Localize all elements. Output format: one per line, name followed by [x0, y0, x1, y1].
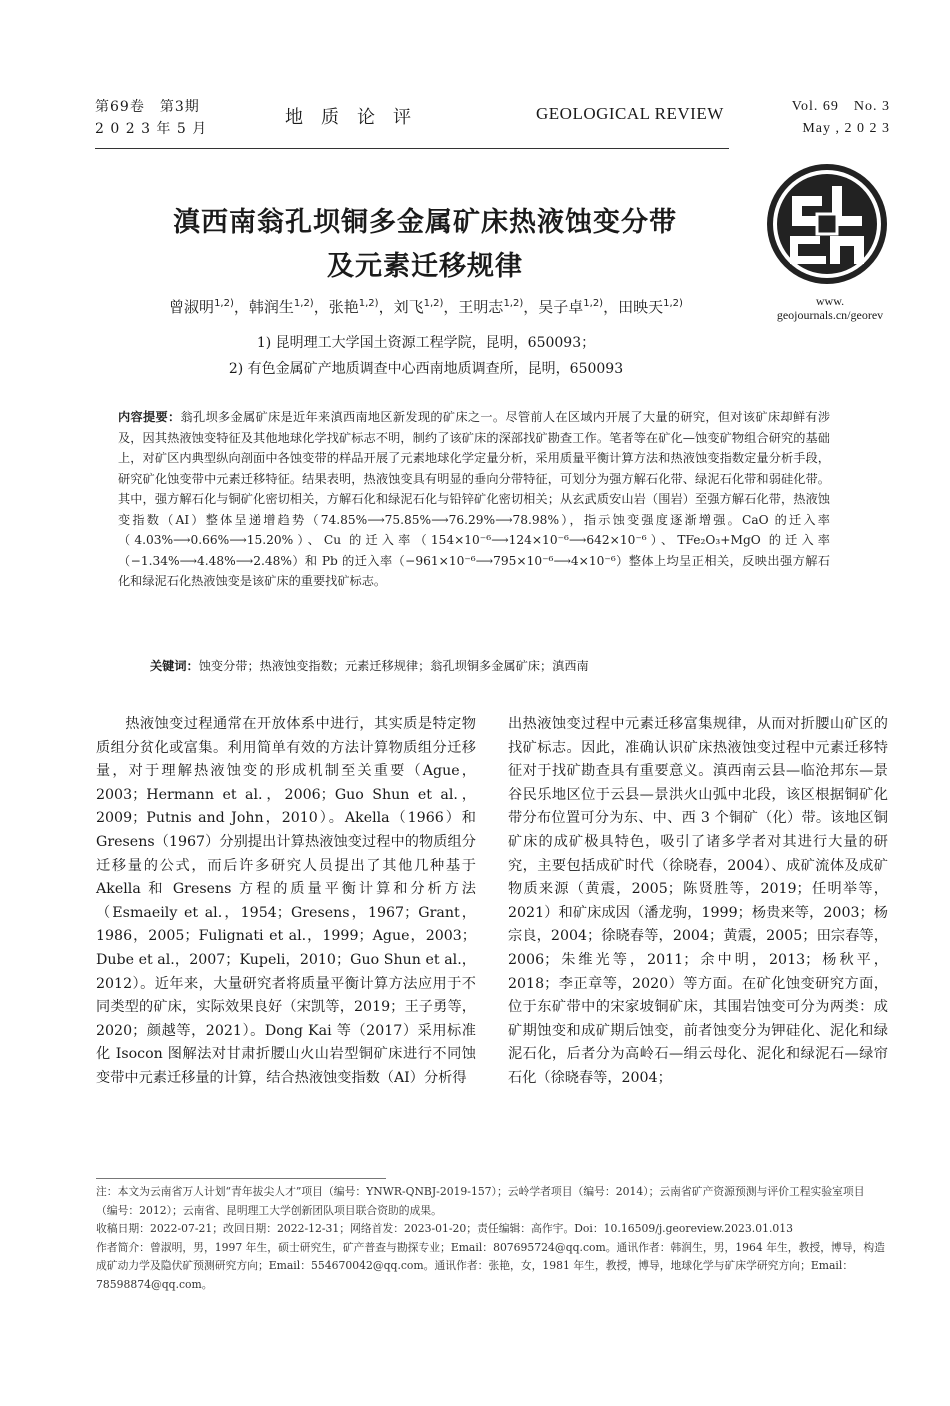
- seal-icon: [762, 156, 892, 291]
- title-line-1: 滇西南翁孔坝铜多金属矿床热液蚀变分带: [173, 207, 677, 238]
- header-volume-issue: [95, 96, 207, 140]
- author-4: 刘飞$^{1,2)}$: [393, 298, 444, 316]
- footnote-funding: 注：本文为云南省万人计划“青年拔尖人才”项目（编号：YNWR-QNBJ-2019-157）；云岭学者项目（编号：2014）；云南省矿产资源预测与评价工程实验室项目（编号：2012）；云南省、昆明理工大学创新团队项目联合资助的成果。: [96, 1185, 865, 1217]
- header-rule: [95, 148, 729, 149]
- abstract-label: 内容提要：: [118, 410, 181, 424]
- author-1: 曾淑明$^{1,2)}$: [169, 298, 234, 316]
- footnote-dates: 收稿日期：2022-07-21；改回日期：2022-12-31；网络首发：2023-01-20；责任编辑：高作宇。Doi：10.16509/j.georeview.2023.01.013: [96, 1222, 793, 1235]
- keywords-text: 蚀变分带；热液蚀变指数；元素迁移规律；翁孔坝铜多金属矿床；滇西南: [198, 659, 589, 673]
- author-3: 张艳$^{1,2)}$: [328, 298, 379, 316]
- body-column-left: 热液蚀变过程通常在开放体系中进行，其实质是特定物质组分贫化或富集。利用简单有效的方法计算物质组分迁移量，对于理解热液蚀变的形成机制至关重要（Ague，2003；Hermann et al.，2006；Guo Shun et al.，2009；Putnis and John，2010）。Akella（1966）和 Gresens（1967）分别提出计算热液蚀变过程中的物质组分迁移量的公式，而后许多研究人员提出了其他几种基于 Akella 和 Gresens 方程的质量平衡计算和分析方法（Esmaeily et al.，1954；Gresens，1967；Grant，1986，2005；Fulignati et al.，1999；Ague，2003；Dube et al.，2007；Kupeli，2010；Guo Shun et al.，2012）。近年来，大量研究者将质量平衡计算方法应用于不同类型的矿床，实际效果良好（宋凯等，2019；王子勇等，2020；颜越等，2021）。Dong Kai 等（2017）采用标准化 Isocon 图解法对甘肃折腰山火山岩型铜矿床进行不同蚀变带中元素迁移量的计算，结合热液蚀变指数（AI）分析得: [96, 716, 476, 1086]
- journal-seal-logo: [762, 156, 892, 291]
- author-2: 韩润生$^{1,2)}$: [248, 298, 314, 316]
- author-7: 田映天$^{1,2)}$: [618, 298, 683, 316]
- affiliation-2: 2) 有色金属矿产地质调查中心西南地质调查所，昆明，650093: [228, 361, 624, 377]
- journal-website: www. geojournals.cn/georev: [776, 294, 884, 322]
- journal-name-cn: 地质论评: [285, 107, 429, 128]
- keywords: [150, 657, 830, 674]
- header-volume-en: [792, 96, 890, 140]
- author-6: 吴子卓$^{1,2)}$: [538, 298, 604, 316]
- date-cn: 2 0 2 3 年 5 月: [95, 121, 208, 137]
- volume-en: Vol. 69 No. 3: [791, 99, 890, 114]
- body-column-right: 出热液蚀变过程中元素迁移富集规律，从而对折腰山矿区的找矿标志。因此，准确认识矿床热液蚀变过程中元素迁移特征对于找矿勘查具有重要意义。滇西南云县—临沧邦东—景谷民乐地区位于云县—景洪火山弧中北段，该区根据铜矿化带分布位置可分为东、中、西 3 个铜矿（化）带。该地区铜矿床的成矿极具特色，吸引了诸多学者对其进行大量的研究，主要包括成矿时代（徐晓春，2004）、成矿流体及成矿物质来源（黄震，2005；陈贤胜等，2019；任明举等，2021）和矿床成因（潘龙驹，1999；杨贵来等，2003；杨宗良，2004；徐晓春等，2004；黄震，2005；田宗春等，2006；朱维光等，2011；余中明，2013；杨秋平，2018；李正章等，2020）等方面。在矿化蚀变研究方面，位于东矿带中的宋家坡铜矿床，其围岩蚀变可分为两类：成矿期蚀变和成矿期后蚀变，前者蚀变分为钾硅化、泥化和绿泥石化，后者分为高岭石—绢云母化、泥化和绿泥石—绿帘石化（徐晓春等，2004；: [508, 716, 888, 1086]
- footnote-authors: 作者简介：曾淑明，男，1997 年生，硕士研究生，矿产普查与勘探专业；Email：807695724@qq.com。通讯作者：韩润生，男，1964 年生，教授，博导，构造成矿动力学及隐伏矿预测研究方向；Email：554670042@qq.com。通讯作者：张艳，女，1981 年生，教授，博导，地球化学与矿床学研究方向；Email：78598874@qq.com。: [96, 1240, 885, 1291]
- author-list: 曾淑明$^{1,2)}$，韩润生$^{1,2)}$，张艳$^{1,2)}$，刘飞$^{1,2)}$，王明志$^{1,2)}$，吴子卓$^{1,2)}$，田映天$^{1,2)}$: [169, 298, 683, 316]
- abstract-text: 翁孔坝多金属矿床是近年来滇西南地区新发现的矿床之一。尽管前人在区域内开展了大量的研究，但对该矿床却鲜有涉及，因其热液蚀变特征及其他地球化学找矿标志不明，制约了该矿床的深部找矿勘查工作。笔者等在矿化—蚀变矿物组合研究的基础上，对矿区内典型纵向剖面中各蚀变带的样品开展了元素地球化学定量分析，采用质量平衡计算方法和热液蚀变指数定量分析手段，研究矿化蚀变带中元素迁移特征。结果表明，热液蚀变具有明显的垂向分带特征，可划分为强方解石化带、绿泥石化带和弱硅化带。其中，强方解石化与铜矿化密切相关，方解石化和绿泥石化与铅锌矿化密切相关；从玄武质安山岩（围岩）至强方解石化带，热液蚀变指数（AI）整体呈递增趋势（74.85%⟶75.85%⟶76.29%⟶78.98%），指示蚀变强度逐渐增强。CaO 的迁入率（4.03%⟶0.66%⟶15.20%）、Cu 的迁入率（154×10⁻⁶⟶124×10⁻⁶⟶642×10⁻⁶）、TFe₂O₃+MgO 的迁入率（−1.34%⟶4.48%⟶2.48%）和 Pb 的迁入率（−961×10⁻⁶⟶795×10⁻⁶⟶4×10⁻⁶）整体上均呈正相关，反映出强方解石化和绿泥石化热液蚀变是该矿床的重要找矿标志。: [118, 410, 831, 588]
- volume-cn: 第69卷 第3期: [95, 99, 200, 115]
- footnotes: [96, 1183, 886, 1294]
- abstract: [118, 407, 830, 592]
- affiliation-1: 1) 昆明理工大学国土资源工程学院，昆明，650093；: [256, 335, 596, 351]
- title-line-2: 及元素迁移规律: [327, 251, 523, 282]
- footnote-rule: [96, 1178, 386, 1179]
- journal-name-en: GEOLOGICAL REVIEW: [536, 104, 724, 123]
- author-5: 王明志$^{1,2)}$: [458, 298, 524, 316]
- date-en: May , 2 0 2 3: [802, 121, 890, 136]
- keywords-label: 关键词：: [150, 659, 199, 673]
